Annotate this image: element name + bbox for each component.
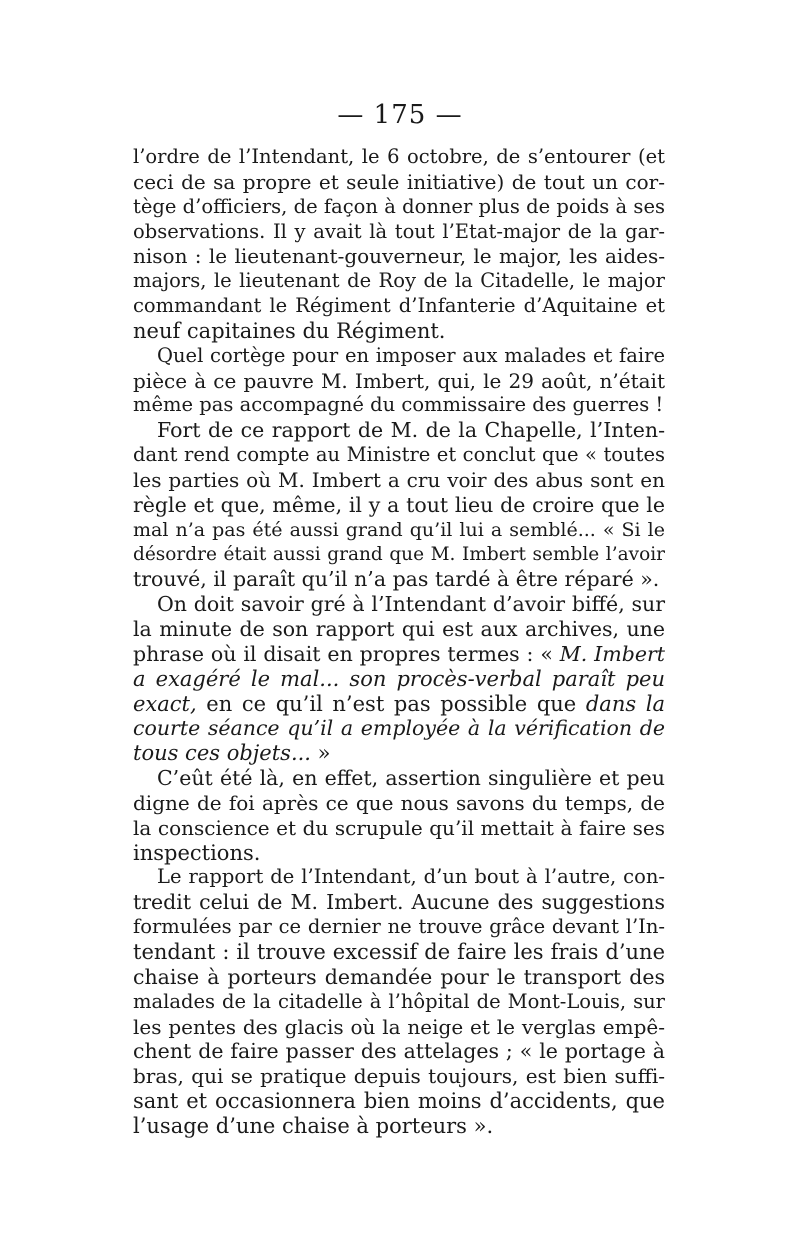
text-line <box>133 1064 665 1089</box>
line-text: l’ordre de l’Intendant, le 6 octobre, de s’entourer (et <box>133 145 665 168</box>
text-line <box>133 170 665 195</box>
text-line <box>133 443 665 468</box>
text-line <box>133 145 665 170</box>
text-line <box>133 692 665 717</box>
text-line <box>133 816 665 841</box>
line-text: même pas accompagné du commissaire des guerres ! <box>133 393 664 417</box>
line-text: » <box>310 741 331 766</box>
text-line <box>133 965 665 990</box>
text-line <box>133 195 665 220</box>
line-text: ceci de sa propre et seule initiative) de tout un cor- <box>133 169 665 194</box>
line-text: inspections. <box>133 840 261 865</box>
line-text: chent de faire passer des attelages ; « le portage à <box>133 1039 665 1064</box>
line-text: les pentes des glacis où la neige et le verglas empê- <box>133 1014 665 1039</box>
text-line <box>133 1015 665 1040</box>
text-line <box>133 841 665 866</box>
line-text: Le rapport de l’Intendant, d’un bout à l’autre, con- <box>157 865 665 889</box>
line-text: la conscience et du scrupule qu’il mettait à faire ses <box>133 815 665 840</box>
text-line <box>133 890 665 915</box>
text-line <box>133 642 665 667</box>
text-line <box>133 393 665 418</box>
line-text: formulées par ce dernier ne trouve grâce devant l’In- <box>133 915 665 939</box>
line-text: digne de foi après ce que nous savons du temps, de <box>133 790 665 815</box>
text-line <box>133 791 665 816</box>
text-line <box>133 940 665 965</box>
line-text: désordre était aussi grand que M. Imbert semble l’avoir <box>133 543 665 565</box>
text-line <box>133 294 665 319</box>
italic-text: dans la <box>585 691 665 716</box>
text-line <box>133 418 665 443</box>
text-line <box>133 369 665 394</box>
line-text: On doit savoir gré à l’Intendant d’avoir biffé, sur <box>157 592 665 617</box>
line-text: tège d’officiers, de façon à donner plus de poids à ses <box>133 194 665 218</box>
body-text <box>133 145 665 1139</box>
text-line <box>133 1114 665 1139</box>
text-line <box>133 493 665 518</box>
italic-text: courte séance qu’il a employée à la vérification de <box>133 716 665 741</box>
line-text: tredit celui de M. Imbert. Aucune des suggestions <box>133 890 665 915</box>
line-text: dant rend compte au Ministre et conclut que « toutes <box>133 443 665 467</box>
text-line <box>133 990 665 1015</box>
text-line <box>133 766 665 791</box>
text-line <box>133 518 665 543</box>
text-line <box>133 865 665 890</box>
italic-text: M. Imbert <box>559 641 665 666</box>
line-text: tendant : il trouve excessif de faire les frais d’une <box>133 940 665 964</box>
italic-text: exact, <box>133 691 197 716</box>
text-line <box>133 344 665 369</box>
text-line <box>133 592 665 617</box>
text-line <box>133 716 665 741</box>
line-text: en ce qu’il n’est pas possible que <box>196 691 586 716</box>
line-text: Fort de ce rapport de M. de la Chapelle, l’Inten- <box>157 418 665 443</box>
line-text: malades de la citadelle à l’hôpital de Mont-Louis, sur <box>133 989 665 1013</box>
line-text: phrase où il disait en propres termes : « <box>133 641 560 666</box>
line-text: neuf capitaines du Régiment. <box>133 318 446 343</box>
line-text: nison : le lieutenant-gouverneur, le major, les aides- <box>133 244 665 269</box>
line-text: règle et que, même, il y a tout lieu de croire que le <box>133 492 665 517</box>
italic-text: a exagéré le mal... son procès-verbal paraît peu <box>133 666 665 691</box>
text-line <box>133 319 665 344</box>
text-line <box>133 468 665 493</box>
text-line <box>133 1089 665 1114</box>
line-text: trouvé, il paraît qu’il n’a pas tardé à être réparé ». <box>133 567 660 592</box>
text-line <box>133 617 665 642</box>
italic-text: tous ces objets... <box>133 741 311 766</box>
line-text: commandant le Régiment d’Infanterie d’Aquitaine et <box>133 294 665 318</box>
line-text: les parties où M. Imbert a cru voir des abus sont en <box>133 467 665 492</box>
text-line <box>133 1039 665 1064</box>
line-text: bras, qui se pratique depuis toujours, est bien suffi- <box>133 1064 665 1089</box>
page-number: — 175 — <box>337 100 463 130</box>
line-text: chaise à porteurs demandée pour le transport des <box>133 964 665 989</box>
text-line <box>133 244 665 269</box>
line-text: C’eût été là, en effet, assertion singulière et peu <box>157 766 665 791</box>
line-text: l’usage d’une chaise à porteurs ». <box>133 1113 494 1138</box>
line-text: sant et occasionnera bien moins d’accidents, que <box>133 1089 665 1114</box>
text-line <box>133 220 665 245</box>
text-line <box>133 543 665 568</box>
text-line <box>133 567 665 592</box>
text-line <box>133 915 665 940</box>
line-text: observations. Il y avait là tout l’Etat-major de la gar- <box>133 219 665 243</box>
line-text: pièce à ce pauvre M. Imbert, qui, le 29 août, n’était <box>133 368 665 393</box>
text-line <box>133 269 665 294</box>
line-text: la minute de son rapport qui est aux archives, une <box>133 617 665 642</box>
line-text: mal n’a pas été aussi grand qu’il lui a semblé... « Si le <box>133 518 665 541</box>
line-text: Quel cortège pour en imposer aux malades et faire <box>157 343 665 367</box>
text-line <box>133 667 665 692</box>
text-line <box>133 741 665 766</box>
line-text: majors, le lieutenant de Roy de la Citadelle, le major <box>133 269 665 293</box>
